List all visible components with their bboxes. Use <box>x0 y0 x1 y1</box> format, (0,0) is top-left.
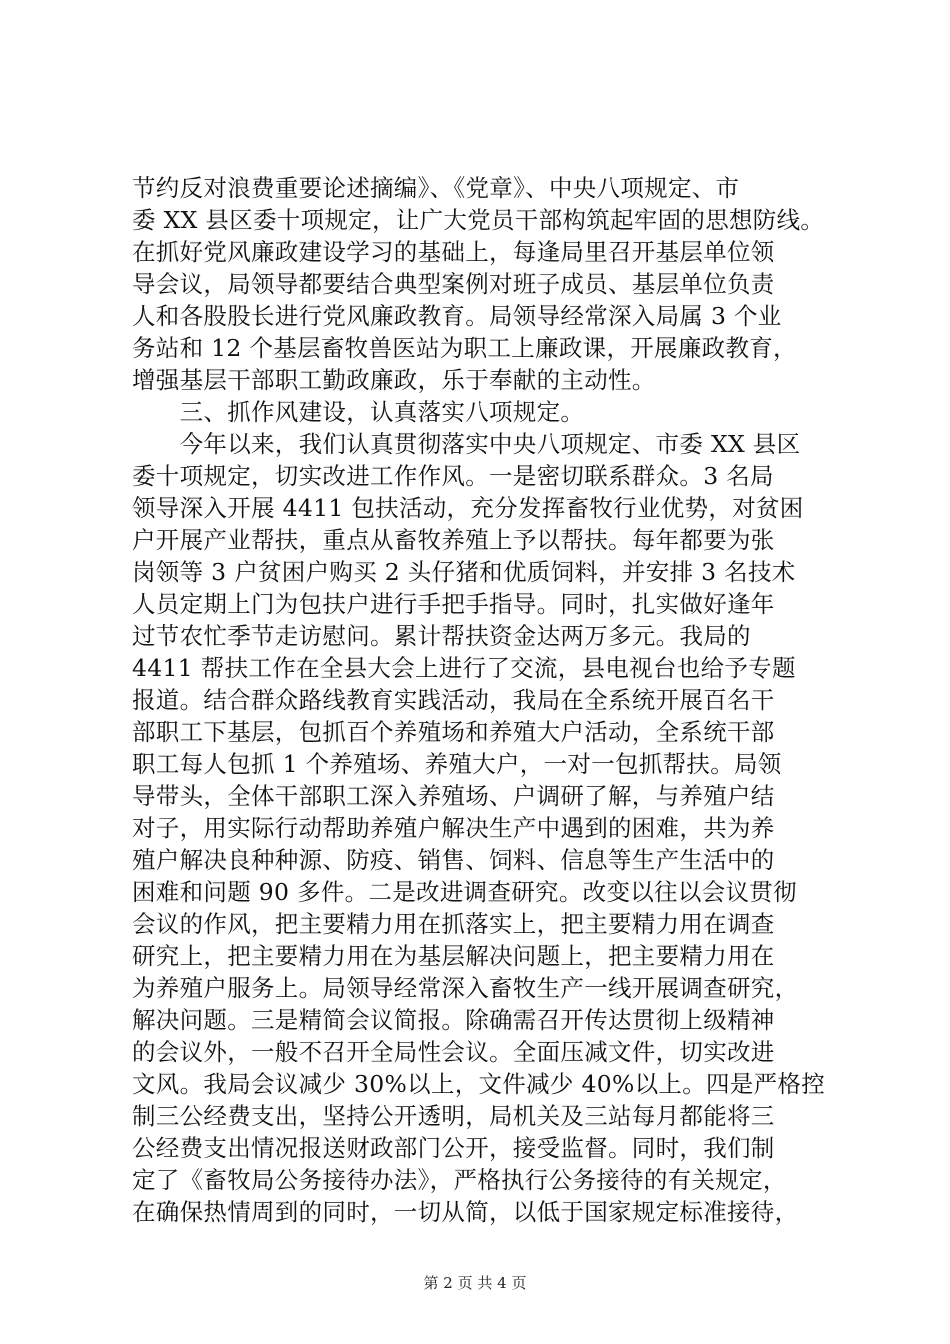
page-footer: 第 2 页 共 4 页 <box>423 1274 527 1292</box>
text-line: 今年以来，我们认真贯彻落实中央八项规定、市委 XX 县区 <box>132 430 801 458</box>
text-line: 对子，用实际行动帮助养殖户解决生产中遇到的困难，共为养 <box>132 814 775 842</box>
text-line: 解决问题。三是精简会议简报。除确需召开传达贯彻上级精神 <box>132 1006 775 1034</box>
text-line: 会议的作风，把主要精力用在抓落实上，把主要精力用在调查 <box>132 910 775 938</box>
text-line: 节约反对浪费重要论述摘编》、《党章》、中央八项规定、市 <box>132 174 740 202</box>
text-line: 人和各股股长进行党风廉政教育。局领导经常深入局属 3 个业 <box>132 302 782 330</box>
text-line: 人员定期上门为包扶户进行手把手指导。同时，扎实做好逢年 <box>132 590 775 618</box>
text-line: 在确保热情周到的同时，一切从简，以低于国家规定标准接待， <box>132 1198 799 1226</box>
text-line: 导带头，全体干部职工深入养殖场、户调研了解，与养殖户结 <box>132 782 775 810</box>
text-line: 委 XX 县区委十项规定，让广大党员干部构筑起牢固的思想防线。 <box>132 206 825 234</box>
text-line: 职工每人包抓 1 个养殖场、养殖大户，一对一包抓帮扶。局领 <box>132 750 782 778</box>
text-line: 4411 帮扶工作在全县大会上进行了交流，县电视台也给予专题 <box>132 654 796 682</box>
text-line: 务站和 12 个基层畜牧兽医站为职工上廉政课，开展廉政教育， <box>132 334 797 362</box>
text-line: 的会议外，一般不召开全局性会议。全面压减文件，切实改进 <box>132 1038 775 1066</box>
body-text <box>132 172 844 1228</box>
text-line: 委十项规定，切实改进工作作风。一是密切联系群众。3 名局 <box>132 462 774 490</box>
text-line: 文风。我局会议减少 30%以上，文件减少 40%以上。四是严格控 <box>132 1070 826 1098</box>
text-line: 过节农忙季节走访慰问。累计帮扶资金达两万多元。我局的 <box>132 622 751 650</box>
text-line: 岗领等 3 户贫困户购买 2 头仔猪和优质饲料，并安排 3 名技术 <box>132 558 796 586</box>
text-line: 殖户解决良种种源、防疫、销售、饲料、信息等生产生活中的 <box>132 846 775 874</box>
text-line: 导会议，局领导都要结合典型案例对班子成员、基层单位负责 <box>132 270 775 298</box>
text-line: 定了《畜牧局公务接待办法》，严格执行公务接待的有关规定， <box>132 1166 787 1194</box>
text-line: 研究上，把主要精力用在为基层解决问题上，把主要精力用在 <box>132 942 775 970</box>
text-line: 为养殖户服务上。局领导经常深入畜牧生产一线开展调查研究， <box>132 974 799 1002</box>
text-line: 在抓好党风廉政建设学习的基础上，每逢局里召开基层单位领 <box>132 238 775 266</box>
text-line: 增强基层干部职工勤政廉政，乐于奉献的主动性。 <box>132 366 656 394</box>
text-line: 困难和问题 90 多件。二是改进调查研究。改变以往以会议贯彻 <box>132 878 797 906</box>
text-line: 户开展产业帮扶，重点从畜牧养殖上予以帮扶。每年都要为张 <box>132 526 775 554</box>
text-line: 公经费支出情况报送财政部门公开，接受监督。同时，我们制 <box>132 1134 775 1162</box>
text-line: 部职工下基层，包抓百个养殖场和养殖大户活动，全系统干部 <box>132 718 775 746</box>
text-line: 制三公经费支出，坚持公开透明，局机关及三站每月都能将三 <box>132 1102 775 1130</box>
text-line: 领导深入开展 4411 包扶活动，充分发挥畜牧行业优势，对贫困 <box>132 494 804 522</box>
text-line: 报道。结合群众路线教育实践活动，我局在全系统开展百名干 <box>132 686 775 714</box>
section-heading: 三、抓作风建设，认真落实八项规定。 <box>132 398 585 426</box>
